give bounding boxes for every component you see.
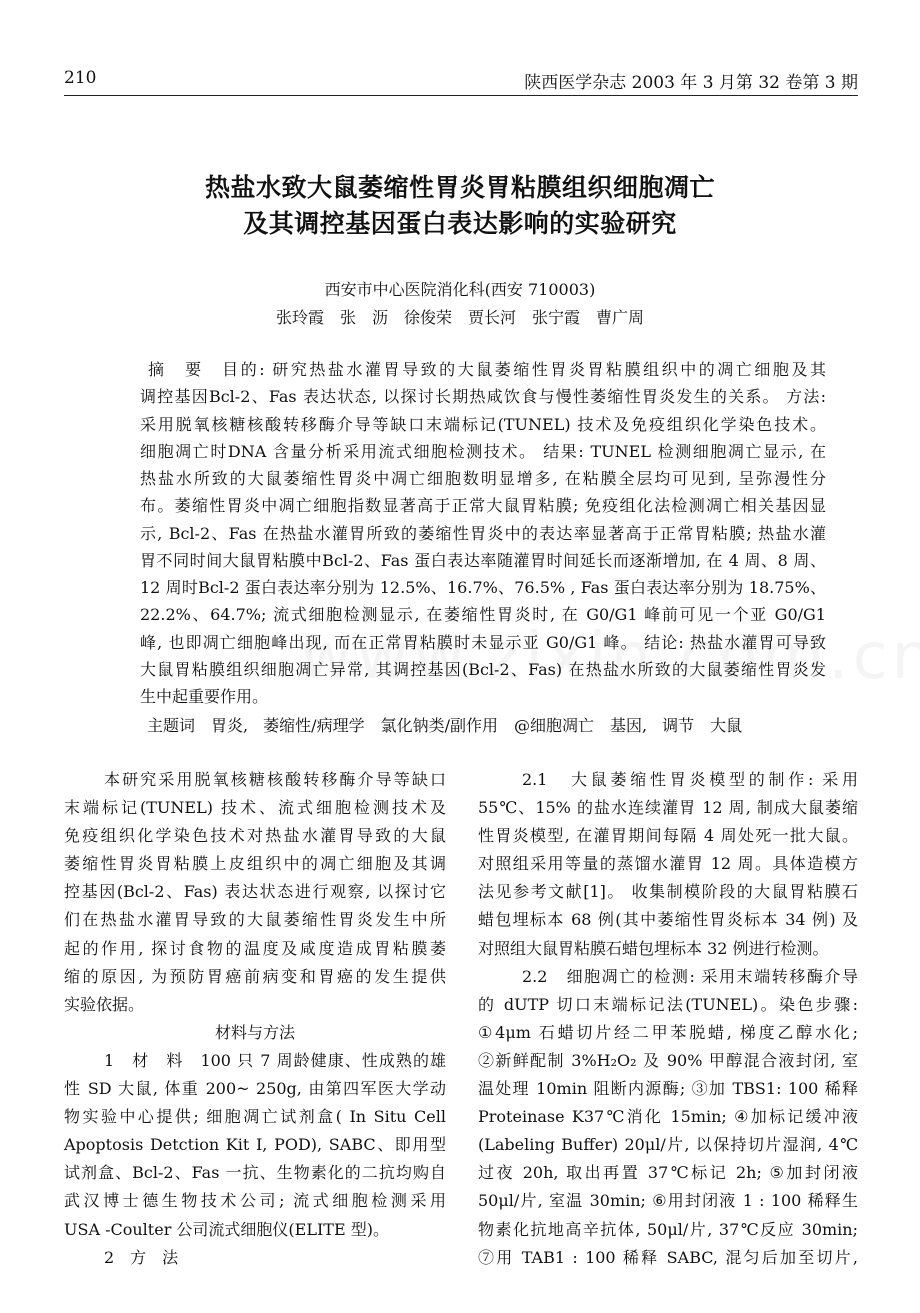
body-text-line: 物素化抗地高辛抗体, 50μl/片, 37℃反应 30min; xyxy=(478,1219,858,1239)
abstract-line: 峰, 也即凋亡细胞峰出现, 而在正常胃粘膜时未显示亚 G0/G1 峰。 结论: 热盐水灌胃可导致 xyxy=(140,632,826,652)
header-rule xyxy=(64,95,858,96)
title-line-1: 热盐水致大鼠萎缩性胃炎胃粘膜组织细胞凋亡 xyxy=(204,173,715,202)
body-text-line: 2 方 法 xyxy=(104,1247,179,1267)
body-text-line: 本研究采用脱氧核糖核酸转移酶介导等缺口 xyxy=(104,770,446,789)
authors: 张玲霞 张 沥 徐俊荣 贾长河 张宁霞 曹广周 xyxy=(275,308,644,327)
body-text-line: 试剂盒、Bcl-2、Fas 一抗、生物素化的二抗均购自 xyxy=(64,1163,446,1183)
body-text-line: 法见参考文献[1]。 收集制模阶段的大鼠胃粘膜石 xyxy=(478,882,858,902)
body-text-line: Apoptosis Detction Kit I, POD), SABC、即用型 xyxy=(64,1135,446,1155)
body-text-line: 的 dUTP 切口末端标记法(TUNEL)。染色步骤: xyxy=(478,994,858,1014)
body-text-line: 蜡包埋标本 68 例(其中萎缩性胃炎标本 34 例) 及 xyxy=(478,910,858,930)
body-text-line: 物实验中心提供; 细胞凋亡试剂盒( In Situ Cell xyxy=(64,1107,446,1127)
body-text-line: ⑦用 TAB1 : 100 稀释 SABC, 混匀后加至切片, xyxy=(478,1247,858,1267)
title-line-2: 及其调控基因蛋白表达影响的实验研究 xyxy=(243,209,677,238)
body-text-line: 2.1 大鼠萎缩性胃炎模型的制作: 采用 xyxy=(522,770,858,789)
body-text-line: 50μl/片, 室温 30min; ⑥用封闭液 1 : 100 稀释生 xyxy=(478,1191,858,1211)
abstract-line: 热盐水所致的大鼠萎缩性胃炎中凋亡细胞数明显增多, 在粘膜全层均可见到, 呈弥漫性分 xyxy=(140,469,826,488)
abstract-line: 生中起重要作用。 xyxy=(140,687,269,706)
body-text-line: 对照组大鼠胃粘膜石蜡包埋标本 32 例进行检测。 xyxy=(478,938,829,958)
abstract-line: 12 周时Bcl-2 蛋白表达率分别为 12.5%、16.7%、76.5% , Fas 蛋白表达率分别为 18.75%、 xyxy=(140,578,826,597)
body-text-line: ②新鲜配制 3%H₂O₂ 及 90% 甲醇混合液封闭, 室 xyxy=(478,1050,858,1070)
body-text-line: 2.2 细胞凋亡的检测: 采用末端转移酶介导 xyxy=(522,966,858,986)
section-heading: 材料与方法 xyxy=(214,1022,295,1042)
affiliation: 西安市中心医院消化科(西安 710003) xyxy=(324,280,596,299)
body-text-line: 性胃炎模型, 在灌胃期间每隔 4 周处死一批大鼠。 xyxy=(478,826,858,846)
keywords: 主题词 胃炎, 萎缩性/病理学 氯化钠类/副作用 @细胞凋亡 基因, 调节 大鼠 xyxy=(147,716,743,735)
body-text-line: 缩的原因, 为预防胃癌前病变和胃癌的发生提供 xyxy=(64,966,446,986)
body-text-line: 武汉博士德生物技术公司; 流式细胞检测采用 xyxy=(64,1191,446,1211)
body-text-line: 起的作用, 探讨食物的温度及咸度造成胃粘膜萎 xyxy=(64,938,446,958)
body-text-line: 过夜 20h, 取出再置 37℃标记 2h; ⑤加封闭液 xyxy=(478,1163,858,1183)
right-column xyxy=(478,766,858,1272)
body-text-line: 免疫组织化学染色技术对热盐水灌胃导致的大鼠 xyxy=(64,826,446,846)
body-text-line: 们在热盐水灌胃导致的大鼠萎缩性胃炎发生中所 xyxy=(64,910,446,930)
abstract-line: 调控基因Bcl-2、Fas 表达状态, 以探讨长期热咸饮食与慢性萎缩性胃炎发生的关系。 方法: xyxy=(140,387,826,407)
page-number: 210 xyxy=(64,68,97,88)
body-text-line: 55℃、15% 的盐水连续灌胃 12 周, 制成大鼠萎缩 xyxy=(478,798,858,818)
abstract-line: 胃不同时间大鼠胃粘膜中Bcl-2、Fas 蛋白表达率随灌胃时间延长而逐渐增加, 在 4 周、8 周、 xyxy=(140,550,826,570)
body-text-line: 对照组采用等量的蒸馏水灌胃 12 周。具体造模方 xyxy=(478,854,858,874)
abstract-line: 细胞凋亡时DNA 含量分析采用流式细胞检测技术。 结果: TUNEL 检测细胞凋亡显示, 在 xyxy=(140,441,826,461)
body-text-line: ①4μm 石蜡切片经二甲苯脱蜡, 梯度乙醇水化; xyxy=(478,1022,858,1042)
body-text-line: 萎缩性胃炎胃粘膜上皮组织中的凋亡细胞及其调 xyxy=(64,854,446,874)
abstract-line: 示, Bcl-2、Fas 在热盐水灌胃所致的萎缩性胃炎中的表达率显著高于正常胃粘膜; 热盐水灌 xyxy=(140,523,826,543)
abstract-line: 采用脱氧核糖核酸转移酶介导等缺口末端标记(TUNEL) 技术及免疫组织化学染色技术。 xyxy=(140,414,826,434)
body-text-line: 控基因(Bcl-2、Fas) 表达状态进行观察, 以探讨它 xyxy=(64,882,446,902)
abstract-line: 摘 要 目的: 研究热盐水灌胃导致的大鼠萎缩性胃炎胃粘膜组织中的凋亡细胞及其 xyxy=(148,360,826,379)
abstract-line: 大鼠胃粘膜组织细胞凋亡异常, 其调控基因(Bcl-2、Fas) 在热盐水所致的大鼠萎缩性胃炎发 xyxy=(140,659,826,679)
body-text-line: 性 SD 大鼠, 体重 200~ 250g, 由第四军医大学动 xyxy=(64,1079,446,1099)
abstract-line: 22.2%、64.7%; 流式细胞检测显示, 在萎缩性胃炎时, 在 G0/G1 峰前可见一个亚 G0/G1 xyxy=(140,605,826,625)
abstract-line: 布。萎缩性胃炎中凋亡细胞指数显著高于正常大鼠胃粘膜; 免疫组化法检测凋亡相关基因显 xyxy=(140,496,826,516)
body-text-line: 1 材 料 100 只 7 周龄健康、性成熟的雄 xyxy=(104,1050,446,1070)
journal-header: 陕西医学杂志 2003 年 3 月第 32 卷第 3 期 xyxy=(524,73,858,93)
body-text-line: 温处理 10min 阻断内源酶; ③加 TBS1: 100 稀释 xyxy=(478,1079,858,1099)
body-text-line: 末端标记(TUNEL) 技术、流式细胞检测技术及 xyxy=(64,798,446,818)
body-text-line: (Labeling Buffer) 20μl/片, 以保持切片湿润, 4℃ xyxy=(478,1135,858,1155)
body-text-line: 实验依据。 xyxy=(64,994,145,1014)
body-text-line: Proteinase K37℃消化 15min; ④加标记缓冲液 xyxy=(478,1107,858,1127)
left-column xyxy=(64,766,446,1272)
body-text-line: USA -Coulter 公司流式细胞仪(ELITE 型)。 xyxy=(64,1219,389,1239)
abstract xyxy=(140,356,826,710)
